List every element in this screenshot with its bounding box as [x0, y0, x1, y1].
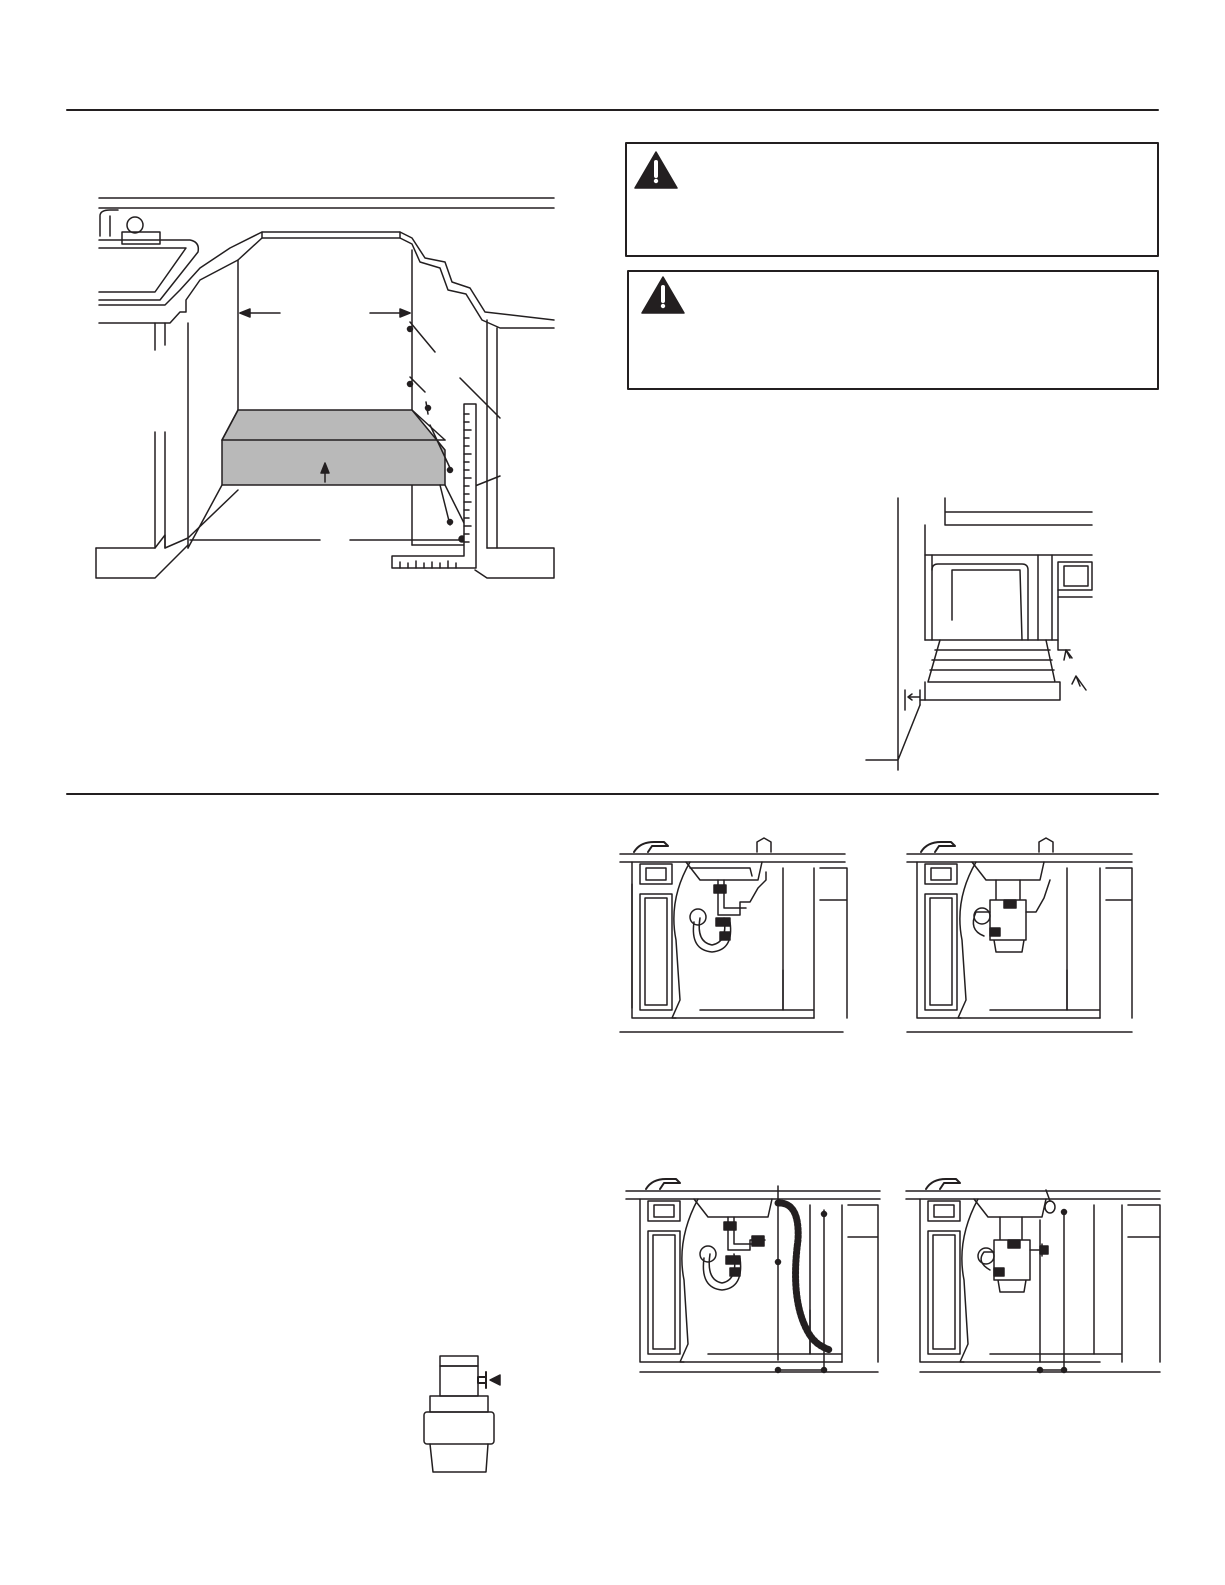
floor-pad-shade — [222, 410, 445, 485]
drain-hole-icon — [1045, 1201, 1055, 1213]
sink-drain-hose-figure — [626, 1179, 880, 1373]
warning-triangle-icon — [642, 277, 684, 313]
sink-plumbing-figure — [620, 838, 847, 1032]
door-clearance-figure — [866, 498, 1092, 770]
warning-box-1 — [626, 143, 1158, 256]
cabinet-opening-figure — [96, 198, 554, 578]
arrow-left-icon — [490, 1375, 500, 1385]
warning-triangle-icon — [635, 152, 677, 188]
arrow-left-icon — [240, 309, 250, 317]
arrow-right-icon — [400, 309, 410, 317]
drain-hose-icon — [778, 1203, 830, 1350]
disposer-drain-hose-figure — [906, 1179, 1160, 1373]
disposer-inlet-figure — [424, 1356, 500, 1472]
disposer-plumbing-figure — [907, 838, 1132, 1032]
warning-box-2 — [628, 271, 1158, 389]
